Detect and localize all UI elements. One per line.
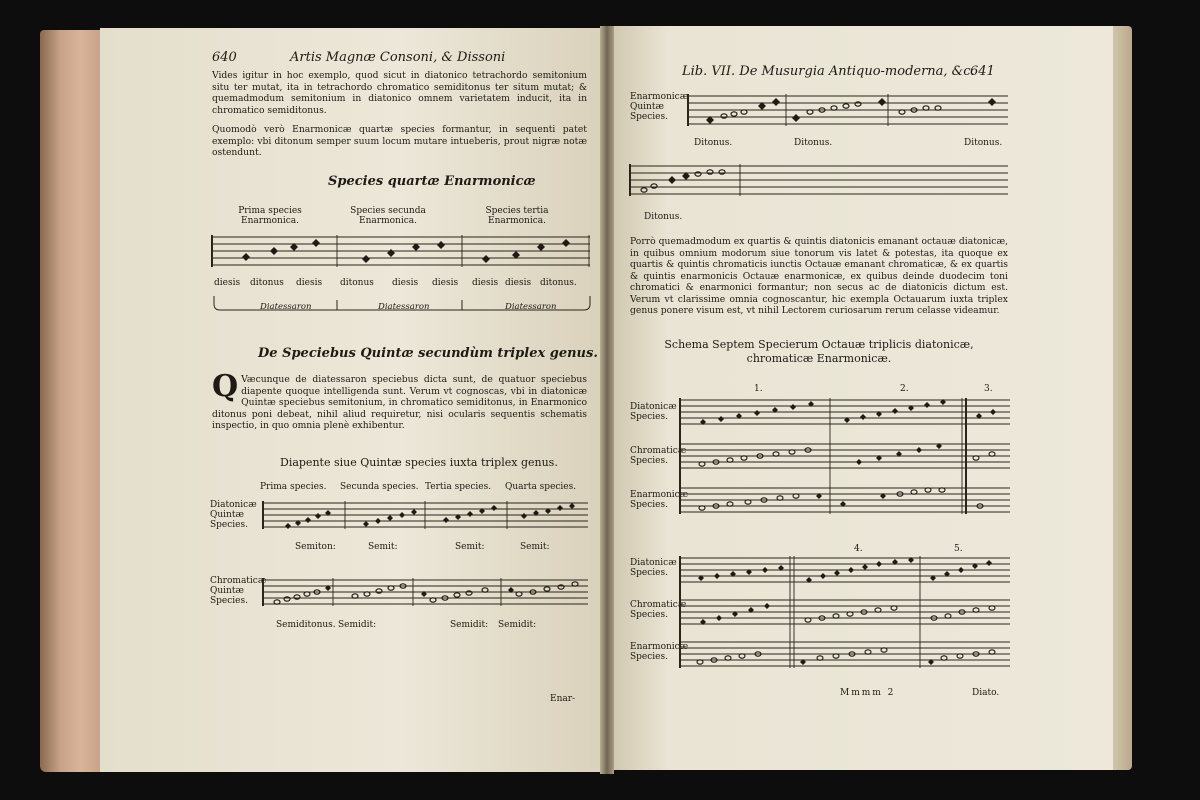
- semidit-label: Semidit:: [498, 620, 537, 630]
- drop-cap: Q: [212, 369, 239, 404]
- enarmonic-fifths-staff: [688, 92, 1008, 132]
- octave-schema-staves-bottom: [680, 554, 1010, 678]
- fifth-species-label: Tertia species.: [425, 482, 492, 492]
- semiton-label: Semit:: [455, 542, 485, 552]
- row-label: Enarmonicæ Species.: [630, 490, 689, 510]
- book-gutter: [600, 26, 614, 774]
- row-label-diatonic-quint: Diatonicæ Quintæ Species.: [210, 500, 257, 530]
- interval-label: ditonus: [340, 278, 374, 288]
- ditonus-label: Ditonus.: [694, 138, 733, 148]
- interval-label: ditonus.: [540, 278, 577, 288]
- diatonic-fifths-staff: [263, 500, 588, 534]
- semiton-label: Semit:: [520, 542, 550, 552]
- species-label-2: Species secunda Enarmonica.: [350, 206, 426, 226]
- species-label-1: Prima species Enarmonica.: [238, 206, 302, 226]
- right-page-number: 641: [970, 64, 995, 79]
- interval-label: ditonus: [250, 278, 284, 288]
- left-catchword: Enar-: [550, 694, 576, 704]
- row-label: Diatonicæ Species.: [630, 558, 677, 578]
- semiton-label: Semit:: [368, 542, 398, 552]
- octave-number: 3.: [984, 384, 993, 394]
- octave-schema-staves-top: [680, 396, 1010, 526]
- interval-label: diesis: [214, 278, 241, 288]
- semidit-label: Semidit:: [338, 620, 377, 630]
- heading-schema: Schema Septem Specierum Octauæ triplicis diatonicæ, chromaticæ Enarmonicæ.: [664, 338, 974, 365]
- octave-number: 4.: [854, 544, 863, 554]
- left-para-1: Vides igitur in hoc exemplo, quod sicut in diatonico tetrachordo semitonium situ ter mutat, ita in tetrachordo chromatico semiditonus ter situm mutat; & quemadmodum semitonium in diatonico omnem varietatem inducit, ita in chromatico semiditonus.: [212, 70, 587, 116]
- right-catchword: Diato.: [972, 688, 1000, 698]
- row-label: Chromaticæ Species.: [630, 446, 687, 466]
- page-block-edge: [40, 30, 108, 772]
- fifth-species-label: Prima species.: [260, 482, 327, 492]
- brace-label: Diatessaron: [260, 302, 312, 312]
- fifth-species-label: Quarta species.: [505, 482, 577, 492]
- row-label: Diatonicæ Species.: [630, 402, 677, 422]
- row-label-enarmonic-quint: Enarmonicæ Quintæ Species.: [630, 92, 689, 122]
- row-label: Chromaticæ Species.: [630, 600, 687, 620]
- signature-mark: Mmmm 2: [840, 688, 896, 698]
- interval-label: diesis: [296, 278, 323, 288]
- enarmonic-fifths-staff-2: [630, 162, 1008, 202]
- row-label: Enarmonicæ Species.: [630, 642, 689, 662]
- brace-label: Diatessaron: [378, 302, 430, 312]
- ditonus-label: Ditonus.: [644, 212, 683, 222]
- brace-label: Diatessaron: [505, 302, 557, 312]
- enarmonic-fourths-staff: [212, 233, 590, 273]
- left-running-head: Artis Magnæ Consoni, & Dissoni: [290, 50, 506, 65]
- octave-number: 2.: [900, 384, 909, 394]
- right-page: [608, 26, 1113, 770]
- left-page: [100, 28, 605, 772]
- row-label-chromatic-quint: Chromaticæ Quintæ Species.: [210, 576, 267, 606]
- left-para-3: [212, 369, 587, 432]
- left-page-number: 640: [212, 50, 237, 65]
- interval-label: diesis: [392, 278, 419, 288]
- heading-diapente: Diapente siue Quintæ species iuxta triplex genus.: [280, 456, 558, 469]
- left-para-2: Quomodò verò Enarmonicæ quartæ species formantur, in sequenti patet exemplo: vbi ditonum semper suum locum mutare intueberis, prout nigræ notæ ostendunt.: [212, 124, 587, 158]
- ditonus-label: Ditonus.: [794, 138, 833, 148]
- chromatic-fifths-staff: [263, 576, 588, 612]
- octave-number: 1.: [754, 384, 763, 394]
- heading-de-speciebus: De Speciebus Quintæ secundùm triplex genus.: [258, 346, 598, 361]
- right-running-head: Lib. VII. De Musurgia Antiquo-moderna, &c.: [682, 64, 975, 79]
- interval-label: diesis: [432, 278, 459, 288]
- heading-species-quartae: Species quartæ Enarmonicæ: [328, 174, 536, 189]
- interval-label: diesis: [505, 278, 532, 288]
- fifth-species-label: Secunda species.: [340, 482, 419, 492]
- right-para-1: Porrò quemadmodum ex quartis & quintis diatonicis emanant octauæ diatonicæ, in quibus omnium modorum siue tonorum vis latet & potestas, ita quoque ex quartis & quintis chromaticis iunctis Octauæ emanant chromaticæ, & ex quartis & quintis enarmonicis Octauæ enarmonicæ, ex quibus deinde duodecim toni chromatici & enarmonici formantur; non secus ac de diatonicis dictum est. Verum vt clarissime omnia cognoscantur, hic exempla Octauarum iuxta triplex genus ponere visum est, vt nihil Lectorem curiosarum rerum celasse videamur.: [630, 236, 1008, 316]
- ditonus-label: Ditonus.: [964, 138, 1003, 148]
- species-label-3: Species tertia Enarmonica.: [485, 206, 549, 226]
- semiton-label: Semiton:: [295, 542, 336, 552]
- semidit-label: Semiditonus.: [276, 620, 336, 630]
- semidit-label: Semidit:: [450, 620, 489, 630]
- interval-label: diesis: [472, 278, 499, 288]
- left-para-3-text: Væcunque de diatessaron speciebus dicta sunt, de quatuor speciebus diapente quoque intelligenda sunt. Verum vt cognoscas, vbi in diatonicæ Quintæ speciebus semitonium, in chromatico semiditonus, in Enarmonico ditonus poni debeat, nihil aliud requiretur, nisi ocularis sequentis schematis inspectio, in quo omnia plenè exhibentur.: [212, 374, 587, 431]
- octave-number: 5.: [954, 544, 963, 554]
